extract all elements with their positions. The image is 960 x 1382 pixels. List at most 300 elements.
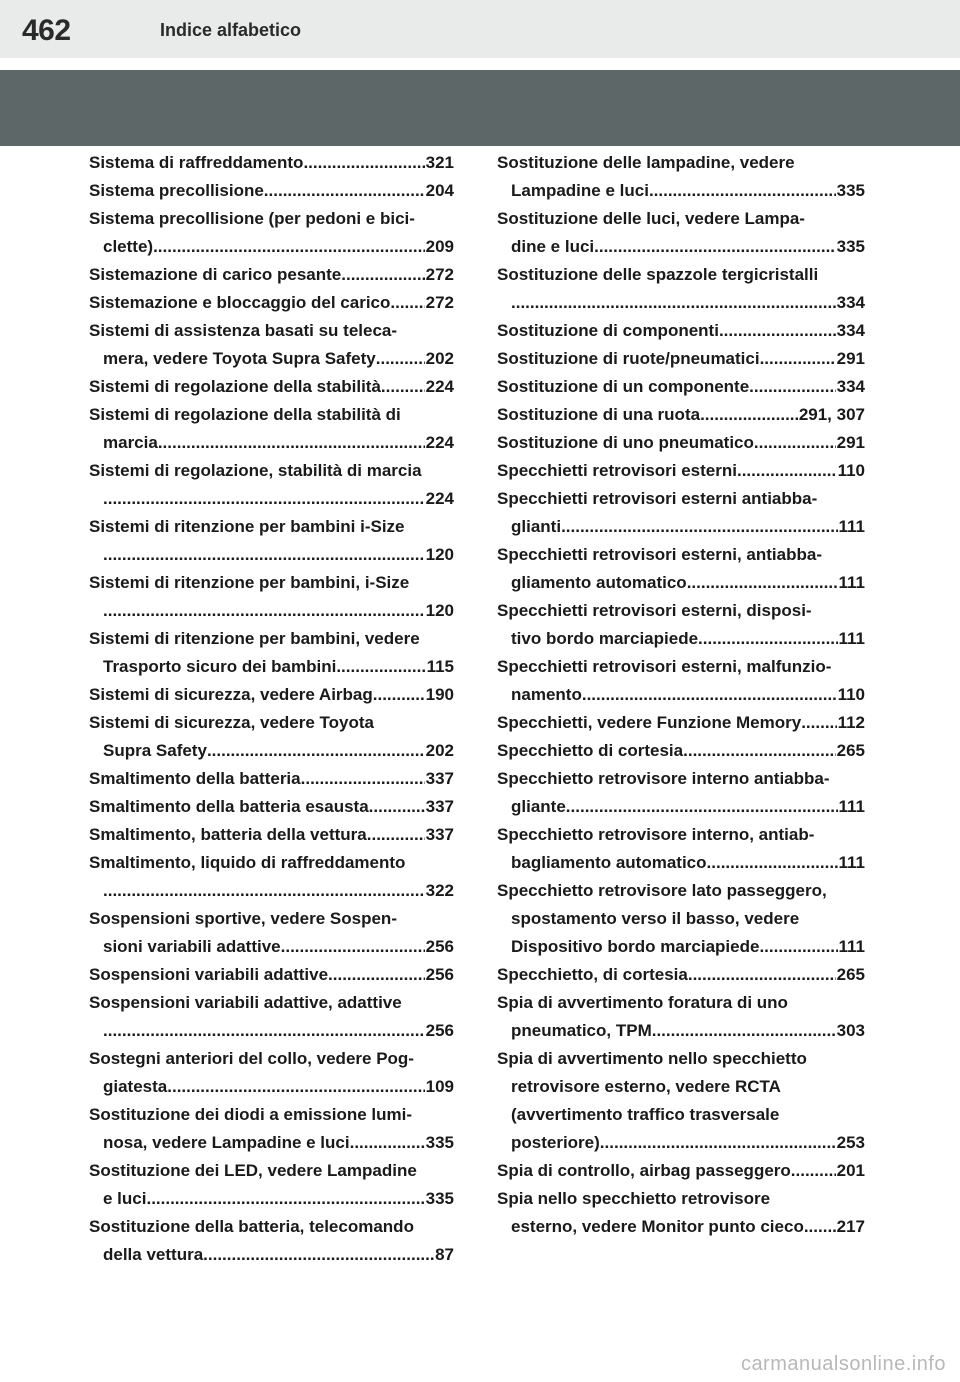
index-entry-text: Sostituzione delle luci, vedere Lampa- [497, 209, 805, 228]
index-entry-page: 112 [837, 713, 865, 732]
leader-dots [158, 429, 425, 457]
index-entry-text: Sistemi di regolazione, stabilità di marcia [89, 461, 422, 480]
index-entry-line [497, 625, 865, 653]
index-entry [497, 765, 865, 821]
index-entry-text: Spia di controllo, airbag passeggero [497, 1161, 791, 1180]
index-entry-text: spostamento verso il basso, vedere [511, 909, 800, 928]
index-entry-line [497, 877, 865, 905]
index-entry-line [89, 289, 454, 317]
index-entry [497, 317, 865, 345]
index-entry [89, 793, 454, 821]
leader-dots [103, 877, 425, 905]
index-entry-page: 335 [836, 237, 865, 256]
index-entry-page: 87 [435, 1245, 454, 1264]
leader-dots [759, 933, 837, 961]
index-entry-page: 322 [425, 881, 454, 900]
leader-dots [373, 681, 425, 709]
index-entry-page: 201 [836, 1161, 865, 1180]
index-entry-page: 217 [836, 1217, 865, 1236]
index-entry-line [89, 597, 454, 625]
index-entry-page: 265 [836, 965, 865, 984]
leader-dots [594, 233, 835, 261]
index-entry [497, 1157, 865, 1185]
leader-dots [649, 177, 836, 205]
index-entry-line [497, 653, 865, 681]
leader-dots [600, 1129, 836, 1157]
index-entry-page: 109 [425, 1077, 454, 1096]
index-entry-page: 111 [838, 853, 865, 872]
index-entry-line [89, 1045, 454, 1073]
index-entry-line [497, 849, 865, 877]
page-header [0, 0, 960, 58]
index-entry-page: 190 [425, 685, 454, 704]
index-entry [497, 401, 865, 429]
index-entry-page: 224 [425, 489, 454, 508]
index-entry-line [497, 289, 865, 317]
index-entry-text: Sostituzione della batteria, telecomando [89, 1217, 414, 1236]
index-entry-page: 272 [425, 293, 454, 312]
index-entry-line [497, 1045, 865, 1073]
index-entry [497, 485, 865, 541]
index-entry-line [497, 1017, 865, 1045]
index-entry-line [497, 765, 865, 793]
index-entry-text: Dispositivo bordo marciapiede [511, 937, 760, 956]
index-entry [497, 345, 865, 373]
index-entry-text: Sistema precollisione (per pedoni e bici- [89, 209, 415, 228]
leader-dots [561, 513, 837, 541]
leader-dots [804, 1213, 836, 1241]
index-entry-text: Smaltimento, batteria della vettura [89, 825, 367, 844]
index-entry-page: 337 [425, 825, 454, 844]
index-entry [89, 205, 454, 261]
index-entry-line [497, 1101, 865, 1129]
page-number: 462 [22, 14, 71, 47]
index-entry-line [497, 233, 865, 261]
index-entry-line [89, 1241, 454, 1269]
index-entry-line [89, 1157, 454, 1185]
index-entry-text: Sistemi di regolazione della stabilità [89, 377, 381, 396]
index-entry-text: clette) [103, 237, 154, 256]
index-entry [497, 737, 865, 765]
index-entry-line [497, 457, 865, 485]
index-entry-text: Smaltimento della batteria esausta [89, 797, 369, 816]
index-entry-line [89, 681, 454, 709]
leader-dots [103, 541, 425, 569]
index-entry [89, 1045, 454, 1101]
index-entry [89, 289, 454, 317]
leader-dots [683, 737, 836, 765]
index-entry-line [89, 569, 454, 597]
index-entry-line [497, 989, 865, 1017]
index-entry [89, 905, 454, 961]
index-entry-line [89, 457, 454, 485]
index-entry-text: Sistemi di ritenzione per bambini, vedere [89, 629, 420, 648]
index-entry-text: Sostituzione dei LED, vedere Lampadine [89, 1161, 417, 1180]
index-entry [497, 373, 865, 401]
index-entry-page: 303 [836, 1021, 865, 1040]
index-entry-text: Smaltimento, liquido di raffreddamento [89, 853, 406, 872]
index-entry-page: 291 [836, 433, 865, 452]
index-entry-text: Specchietto retrovisore lato passeggero, [497, 881, 827, 900]
index-entry-line [497, 737, 865, 765]
index-entry-line [497, 1073, 865, 1101]
index-entry-page: 209 [425, 237, 454, 256]
index-entry [497, 961, 865, 989]
index-entry-line [89, 709, 454, 737]
leader-dots [801, 709, 836, 737]
index-entry-page: 224 [425, 433, 454, 452]
index-entry-text: esterno, vedere Monitor punto cieco [511, 1217, 804, 1236]
section-title: Indice alfabetico [160, 20, 302, 40]
index-entry-text: (avvertimento traffico trasversale [511, 1105, 780, 1124]
index-entry-line [497, 793, 865, 821]
index-entry-line [89, 933, 454, 961]
index-entry-line [497, 149, 865, 177]
index-entry-line [89, 765, 454, 793]
leader-dots [103, 485, 425, 513]
index-entry-line [497, 513, 865, 541]
index-entry [89, 1101, 454, 1157]
index-entry-text: Sostituzione di uno pneumatico [497, 433, 754, 452]
index-entry-line [89, 177, 454, 205]
index-entry-text: Specchietti retrovisori esterni [497, 461, 737, 480]
leader-dots [341, 261, 424, 289]
index-entry-text: della vettura [103, 1245, 204, 1264]
index-entry-line [497, 933, 865, 961]
index-entry [89, 681, 454, 709]
index-entry-text: Supra Safety [103, 741, 207, 760]
index-entry-text: Specchietto, di cortesia [497, 965, 688, 984]
index-entry-line [497, 681, 865, 709]
index-entry [497, 597, 865, 653]
index-entry [497, 457, 865, 485]
index-entry-text: nosa, vedere Lampadine e luci [103, 1133, 350, 1152]
index-entry-text: Specchietto retrovisore interno, antiab- [497, 825, 815, 844]
leader-dots [336, 653, 425, 681]
watermark: carmanualsonline.info [740, 1353, 946, 1375]
leader-dots [707, 849, 838, 877]
index-entry [89, 849, 454, 905]
index-entry-line [89, 317, 454, 345]
index-entry-text: gliante [511, 797, 566, 816]
index-entry-line [89, 653, 454, 681]
index-entry-line [89, 989, 454, 1017]
leader-dots [760, 345, 836, 373]
index-entry [497, 1045, 865, 1157]
index-entry-text: Sostituzione dei diodi a emissione lumi- [89, 1105, 413, 1124]
leader-dots [749, 373, 835, 401]
leader-dots [146, 1185, 424, 1213]
index-entry-page: 111 [838, 797, 865, 816]
index-entry [89, 625, 454, 681]
index-entry-line [497, 429, 865, 457]
index-entry-text: Sistemi di sicurezza, vedere Toyota [89, 713, 375, 732]
index-entry-text: Specchietti retrovisori esterni, antiabba- [497, 545, 822, 564]
leader-dots [301, 765, 425, 793]
leader-dots [281, 933, 425, 961]
index-entry-line [89, 905, 454, 933]
index-entry-text: posteriore) [511, 1133, 600, 1152]
index-entry-line [89, 1101, 454, 1129]
index-entry-line [497, 317, 865, 345]
index-entry [497, 709, 865, 737]
index-entry-text: Sistemazione di carico pesante [89, 265, 342, 284]
index-entry-line [497, 541, 865, 569]
leader-dots [652, 1017, 836, 1045]
index-entry-page: 334 [836, 321, 865, 340]
index-entry [89, 373, 454, 401]
index-entry-text: Sistemi di ritenzione per bambini i-Size [89, 517, 405, 536]
index-entry-line [89, 625, 454, 653]
index-entry-page: 224 [425, 377, 454, 396]
index-entry-text: Sostegni anteriori del collo, vedere Pog- [89, 1049, 414, 1068]
leader-dots [687, 569, 838, 597]
index-entry-line [89, 541, 454, 569]
index-entry-text: Specchietti retrovisori esterni antiabba- [497, 489, 818, 508]
index-entry-line [497, 205, 865, 233]
index-entry-line [89, 233, 454, 261]
leader-dots [511, 289, 836, 317]
index-entry-line [89, 821, 454, 849]
index-entry-text: Sistemi di sicurezza, vedere Airbag [89, 685, 373, 704]
index-entry [497, 205, 865, 261]
index-entry-text: Sostituzione di componenti [497, 321, 719, 340]
leader-dots [369, 793, 425, 821]
index-entry-page: 337 [425, 797, 454, 816]
index-entry-line [89, 485, 454, 513]
index-entry-text: Specchietto retrovisore interno antiabba- [497, 769, 830, 788]
index-entry [497, 261, 865, 317]
index-entry-line [89, 1073, 454, 1101]
index-entry-line [497, 597, 865, 625]
index-entry-page: 337 [425, 769, 454, 788]
index-entry [89, 1157, 454, 1213]
index-entry-text: Sistemi di ritenzione per bambini, i-Size [89, 573, 410, 592]
index-entry-line [89, 877, 454, 905]
leader-dots [698, 625, 837, 653]
index-entry-text: Spia di avvertimento foratura di uno [497, 993, 788, 1012]
index-entry-text: Spia di avvertimento nello specchietto [497, 1049, 807, 1068]
index-entry-text: tivo bordo marciapiede [511, 629, 699, 648]
index-entry-line [497, 961, 865, 989]
leader-dots [167, 1073, 424, 1101]
index-entry [497, 429, 865, 457]
index-entry-text: giatesta [103, 1077, 168, 1096]
index-entry-line [497, 1129, 865, 1157]
index-entry-text: marcia [103, 433, 158, 452]
index-entry-page: 111 [838, 573, 865, 592]
index-entry-line [497, 177, 865, 205]
leader-dots [719, 317, 836, 345]
index-entry [89, 177, 454, 205]
index-entry [89, 401, 454, 457]
index-entry-page: 265 [836, 741, 865, 760]
index-entry-text: Specchietti retrovisori esterni, malfunzio- [497, 657, 832, 676]
index-entry-line [89, 1185, 454, 1213]
index-entry-text: Sostituzione delle lampadine, vedere [497, 153, 795, 172]
header-band [0, 70, 960, 146]
index-column-left [89, 149, 454, 1269]
index-entry-text: Sospensioni sportive, vedere Sospen- [89, 909, 397, 928]
index-entry-text: bagliamento automatico [511, 853, 707, 872]
index-column-right [497, 149, 865, 1241]
leader-dots [390, 289, 424, 317]
index-entry-page: 253 [836, 1133, 865, 1152]
index-entry-page: 204 [425, 181, 454, 200]
index-entry [89, 457, 454, 513]
index-entry-line [89, 345, 454, 373]
index-entry-line [89, 401, 454, 429]
index-entry-page: 291, 307 [798, 405, 865, 424]
index-entry-page: 110 [837, 461, 865, 480]
index-entry [497, 149, 865, 205]
index-entry [497, 653, 865, 709]
index-entry-text: Smaltimento della batteria [89, 769, 301, 788]
leader-dots [754, 429, 836, 457]
index-entry [89, 569, 454, 625]
leader-dots [153, 233, 425, 261]
index-entry-line [497, 569, 865, 597]
index-entry [89, 261, 454, 289]
index-entry [89, 513, 454, 569]
index-entry-page: 272 [425, 265, 454, 284]
index-entry-line [497, 1157, 865, 1185]
index-entry-page: 202 [425, 741, 454, 760]
leader-dots [791, 1157, 836, 1185]
index-entry-text: Specchietti retrovisori esterni, disposi- [497, 601, 812, 620]
leader-dots [264, 177, 425, 205]
index-entry-page: 335 [836, 181, 865, 200]
index-entry-line [89, 1017, 454, 1045]
index-entry-line [89, 373, 454, 401]
leader-dots [381, 373, 425, 401]
index-entry [89, 765, 454, 793]
index-entry-text: Spia nello specchietto retrovisore [497, 1189, 771, 1208]
index-entry-page: 111 [838, 629, 865, 648]
index-entry-text: Sospensioni variabili adattive, adattive [89, 993, 402, 1012]
index-entry-line [497, 905, 865, 933]
leader-dots [737, 457, 837, 485]
index-entry [89, 709, 454, 765]
index-entry-page: 111 [838, 517, 865, 536]
index-entry [89, 961, 454, 989]
index-entry [497, 541, 865, 597]
index-entry-page: 202 [425, 349, 454, 368]
index-entry-line [89, 793, 454, 821]
index-entry-text: Sostituzione di un componente [497, 377, 750, 396]
leader-dots [207, 737, 425, 765]
index-entry-line [89, 261, 454, 289]
leader-dots [700, 401, 798, 429]
index-entry-page: 256 [425, 1021, 454, 1040]
index-entry-line [497, 485, 865, 513]
index-entry-text: Specchietto di cortesia [497, 741, 684, 760]
index-entry-text: Trasporto sicuro dei bambini [103, 657, 337, 676]
index-entry-line [497, 821, 865, 849]
index-entry-text: Sistema precollisione [89, 181, 264, 200]
leader-dots [350, 1129, 425, 1157]
index-entry-page: 291 [836, 349, 865, 368]
index-entry [89, 149, 454, 177]
index-entry-page: 321 [425, 153, 454, 172]
index-entry-text: Sostituzione delle spazzole tergicristalli [497, 265, 819, 284]
index-entry-line [89, 1129, 454, 1157]
index-entry-line [497, 401, 865, 429]
index-entry-text: mera, vedere Toyota Supra Safety [103, 349, 376, 368]
index-entry [497, 989, 865, 1045]
leader-dots [688, 961, 836, 989]
index-entry-line [89, 149, 454, 177]
index-entry-line [497, 261, 865, 289]
index-entry-text: Sostituzione di ruote/pneumatici [497, 349, 760, 368]
leader-dots [303, 149, 424, 177]
index-entry [497, 821, 865, 877]
index-entry-text: glianti [511, 517, 562, 536]
index-entry-text: sioni variabili adattive [103, 937, 281, 956]
index-entry-line [497, 1185, 865, 1213]
index-entry-line [89, 1213, 454, 1241]
index-entry-line [89, 429, 454, 457]
index-entry-text: dine e luci [511, 237, 595, 256]
index-entry-text: Sistema di raffreddamento [89, 153, 304, 172]
index-entry-text: pneumatico, TPM [511, 1021, 652, 1040]
index-entry-page: 335 [425, 1189, 454, 1208]
index-entry-page: 120 [425, 545, 454, 564]
index-entry-text: e luci [103, 1189, 147, 1208]
index-entry-line [89, 849, 454, 877]
index-entry-page: 256 [425, 937, 454, 956]
index-entry-text: Lampadine e luci [511, 181, 649, 200]
index-entry-text: Sostituzione di una ruota [497, 405, 701, 424]
index-entry-text: Sistemazione e bloccaggio del carico [89, 293, 391, 312]
index-entry [89, 1213, 454, 1269]
index-entry-text: Sistemi di regolazione della stabilità di [89, 405, 401, 424]
index-entry-page: 115 [426, 657, 454, 676]
leader-dots [328, 961, 425, 989]
leader-dots [203, 1241, 434, 1269]
index-entry-line [497, 373, 865, 401]
index-entry [89, 821, 454, 849]
index-entry-page: 335 [425, 1133, 454, 1152]
index-entry-line [89, 205, 454, 233]
leader-dots [566, 793, 838, 821]
index-entry-page: 334 [836, 377, 865, 396]
index-entry-line [89, 737, 454, 765]
leader-dots [376, 345, 425, 373]
index-entry-page: 256 [425, 965, 454, 984]
index-entry [497, 1185, 865, 1241]
index-entry-text: Sospensioni variabili adattive [89, 965, 329, 984]
index-entry-text: retrovisore esterno, vedere RCTA [511, 1077, 781, 1096]
index-entry-text: Sistemi di assistenza basati su teleca- [89, 321, 398, 340]
index-entry-page: 110 [837, 685, 865, 704]
index-entry-text: gliamento automatico [511, 573, 687, 592]
index-entry-line [89, 513, 454, 541]
index-entry-line [497, 1213, 865, 1241]
leader-dots [103, 1017, 425, 1045]
index-entry-line [89, 961, 454, 989]
leader-dots [582, 681, 837, 709]
index-entry-line [497, 709, 865, 737]
index-entry [497, 877, 865, 961]
index-entry-line [497, 345, 865, 373]
leader-dots [367, 821, 425, 849]
index-entry [89, 989, 454, 1045]
index-entry-page: 334 [836, 293, 865, 312]
index-entry [89, 317, 454, 373]
index-entry-text: Specchietti, vedere Funzione Memory [497, 713, 802, 732]
leader-dots [103, 597, 425, 625]
